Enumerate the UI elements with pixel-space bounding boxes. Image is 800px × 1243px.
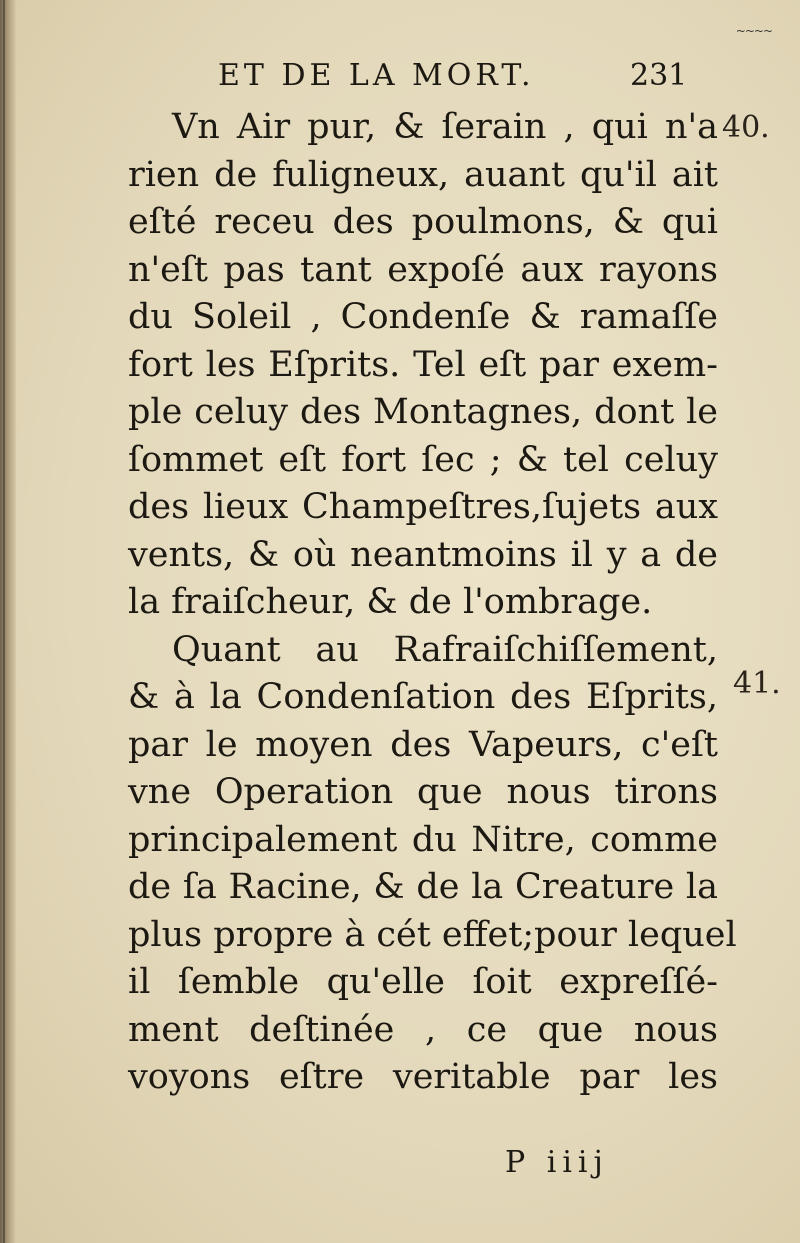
text-line: vents, & où neantmoins il y a de bbox=[128, 534, 718, 575]
text-line: plus propre à cét effet;pour lequel bbox=[128, 914, 737, 955]
text-line: ſommet eſt fort ſec ; & tel celuy bbox=[128, 439, 718, 480]
text-line: ple celuy des Montagnes, dont le bbox=[128, 392, 718, 432]
text-line: Vn Air pur, & ſerain , qui n'a bbox=[172, 107, 718, 147]
text-line: ment deſtinée , ce que nous bbox=[128, 1009, 718, 1050]
text-line: & à la Condenſation des Eſprits, bbox=[128, 677, 718, 717]
text-line: principalement du Nitre, comme bbox=[128, 819, 718, 860]
text-line: du Soleil , Condenſe & ramaſſe bbox=[128, 297, 718, 337]
text-line: voyons eſtre veritable par les bbox=[128, 1057, 718, 1097]
text-line: il ſemble qu'elle ſoit expreſſé- bbox=[128, 962, 718, 1002]
margin-note-41: 41. bbox=[733, 666, 781, 701]
corner-scribble: ~~~~ bbox=[735, 24, 772, 38]
gutter-edge-line bbox=[3, 0, 5, 1243]
text-line: rien de fuligneux, auant qu'il ait bbox=[128, 154, 718, 195]
signature-mark: P iiij bbox=[505, 1145, 609, 1180]
text-line: eſté receu des poulmons, & qui bbox=[128, 202, 718, 242]
text-line: fort les Eſprits. Tel eſt par exem- bbox=[128, 344, 718, 385]
text-line: de ſa Racine, & de la Creature la bbox=[128, 867, 718, 907]
text-line: vne Operation que nous tirons bbox=[128, 772, 718, 812]
text-line: des lieux Champeſtres,ſujets aux bbox=[128, 487, 718, 527]
running-head: ET DE LA MORT. bbox=[218, 58, 535, 93]
text-line: par le moyen des Vapeurs, c'eſt bbox=[128, 724, 718, 765]
body-text bbox=[128, 104, 737, 1102]
text-line: Quant au Rafraiſchiſſement, bbox=[172, 629, 718, 670]
margin-note-40: 40. bbox=[722, 110, 770, 145]
page-number: 231 bbox=[630, 58, 688, 93]
text-line: la fraiſcheur, & de l'ombrage. bbox=[128, 582, 653, 622]
text-line: n'eſt pas tant expoſé aux rayons bbox=[128, 249, 718, 290]
